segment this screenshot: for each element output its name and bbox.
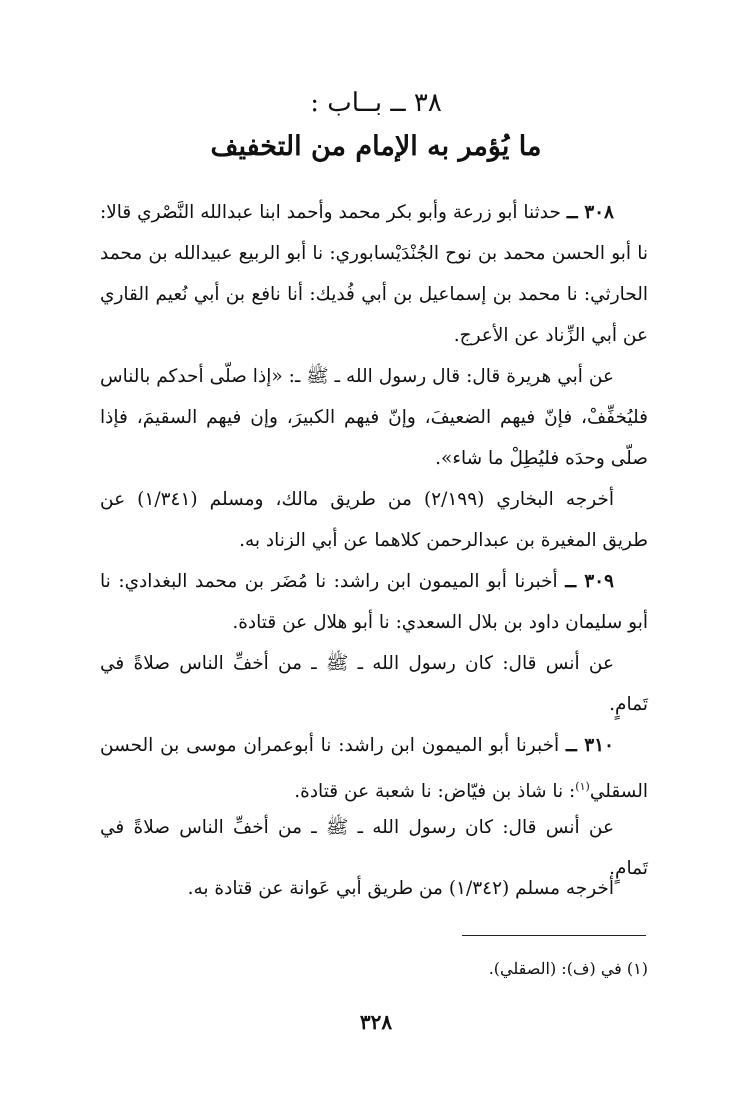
hadith-308-isnad — [100, 192, 648, 356]
hadith-308-takhrij: أخرجه البخاري (٢/١٩٩) من طريق مالك، ومسلم (١/٣٤١) عن طريق المغيرة بن عبدالرحمن كلاهما عن أبي الزناد به. — [100, 489, 648, 551]
hadith-310-matn: عن أنس قال: كان رسول الله ـ ﷺ ـ من أخفِّ الناس صلاةً في تَمامٍ. — [100, 817, 648, 879]
hadith-number: ٣١٠ ــ — [565, 735, 614, 756]
page-number: ٣٢٨ — [359, 1010, 393, 1034]
isnad-text-rest: : نا شاذ بن فيّاض: نا شعبة عن قتادة. — [294, 781, 576, 803]
hadith-310-isnad — [100, 725, 648, 812]
isnad-text: حدثنا أبو زرعة وأبو بكر محمد وأحمد ابنا عبدالله النَّصْري قالا: نا أبو الحسن محمد بن نوح الجُنْدَيْسابوري: نا أبو الربيع عبيدالله بن محمد الحارثي: نا محمد بن إسماعيل بن أبي فُديك: أنا نافع بن أبي نُعيم القاري عن أبي الزِّناد عن الأعرج. — [100, 202, 648, 346]
isnad-text: أخبرنا أبو الميمون ابن راشد: نا أبوعمران موسى بن الحسن السقلي — [100, 735, 648, 803]
chapter-number: ٣٨ ــ بــاب : — [310, 88, 442, 118]
hadith-309-matn: عن أنس قال: كان رسول الله ـ ﷺ ـ من أخفِّ الناس صلاةً في تَمامٍ. — [100, 653, 648, 715]
hadith-309-isnad — [100, 561, 648, 643]
hadith-308-matn: عن أبي هريرة قال: قال رسول الله ـ ﷺ ـ: «إذا صلّى أحدكم بالناس فليُخفِّفْ، فإنّ فيهم الضعيفَ، وإنّ فيهم الكبيرَ، وإن فيهم السقيمَ، فإذا صلّى وحدَه فليُطِلْ ما شاء». — [100, 366, 648, 469]
hadith-number: ٣٠٩ ــ — [565, 571, 614, 592]
chapter-title: ما يُؤمر به الإمام من التخفيف — [210, 131, 542, 162]
hadith-number: ٣٠٨ ــ — [566, 202, 614, 223]
footnote-divider — [462, 935, 646, 936]
footnote: (١) في (ف): (الصقلي). — [488, 959, 648, 978]
isnad-text: أخبرنا أبو الميمون ابن راشد: نا مُضَر بن محمد البغدادي: نا أبو سليمان داود بن بلال السعدي: نا أبو هلال عن قتادة. — [100, 571, 648, 633]
hadith-310-takhrij: أخرجه مسلم (١/٣٤٢) من طريق أبي عَوانة عن قتادة به. — [187, 878, 614, 899]
footnote-ref: (١) — [575, 780, 590, 793]
